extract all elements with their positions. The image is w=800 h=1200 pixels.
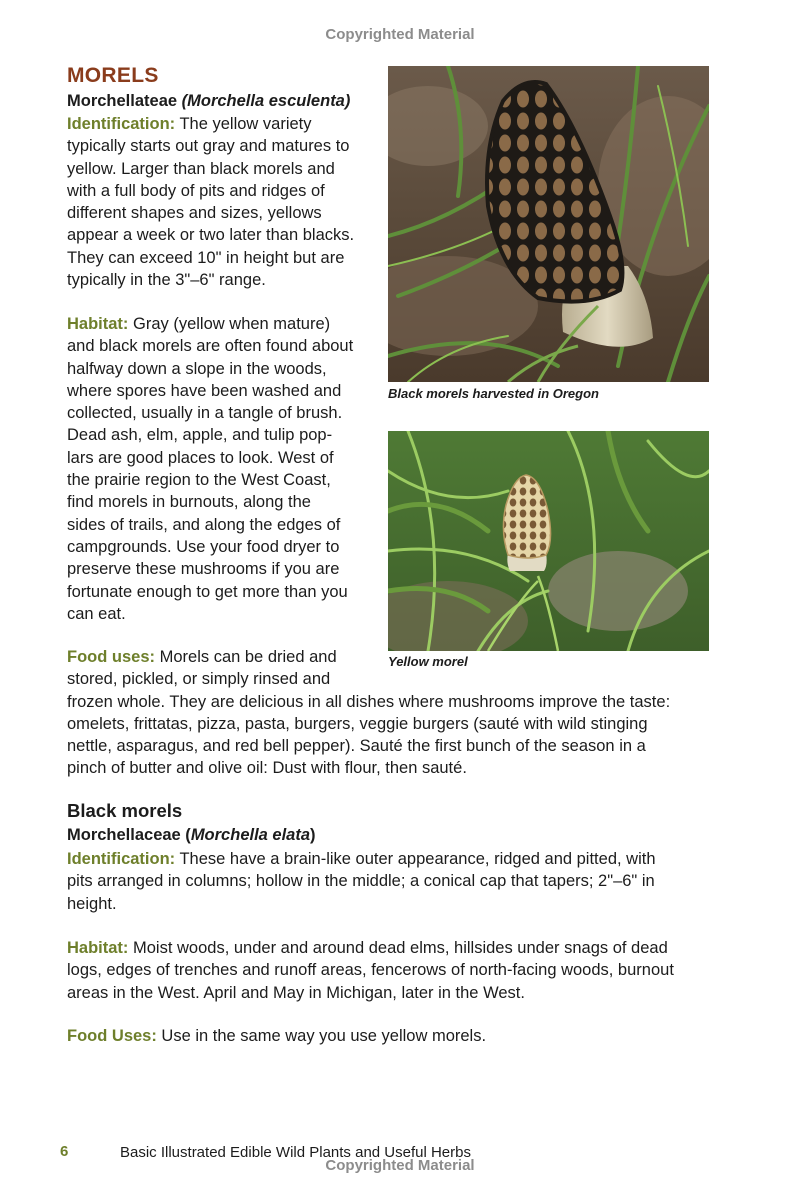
text-line: They can exceed 10" in height but are: [67, 248, 345, 267]
black-morels-identification-paragraph: [67, 848, 656, 915]
text-line: halfway down a slope in the woods,: [67, 359, 327, 378]
text-line: where spores have been washed and: [67, 381, 342, 400]
identification-paragraph: [67, 113, 354, 291]
black-morels-food-uses-paragraph: [67, 1025, 486, 1047]
text-line: typically in the 3"–6" range.: [67, 271, 266, 290]
text-line: preserve these mushrooms if you are: [67, 560, 340, 579]
text-line: Moist woods, under and around dead elms, hillsides under snags of dead: [128, 939, 668, 957]
photo-caption-black-morel: Black morels harvested in Oregon: [388, 386, 599, 401]
text-line: Morels can be dried and: [155, 648, 337, 666]
black-morel-photo: [388, 66, 709, 382]
text-line: yellow. Larger than black morels and: [67, 159, 335, 178]
text-line: Use in the same way you use yellow morels.: [156, 1027, 487, 1045]
text-line: Gray (yellow when mature): [128, 315, 331, 333]
text-line: appear a week or two later than blacks.: [67, 226, 355, 245]
copyright-watermark-bottom: Copyrighted Material: [325, 1157, 475, 1174]
text-line: collected, usually in a tangle of brush.: [67, 404, 343, 423]
section-title-morels: MORELS: [67, 64, 159, 87]
text-line: omelets, frittatas, pizza, pasta, burgers, veggie burgers (sauté with wild stinging: [67, 714, 648, 733]
text-line: height.: [67, 894, 117, 913]
habitat-label: Habitat:: [67, 315, 129, 333]
text-line: The yellow variety: [175, 115, 312, 133]
text-line: Dead ash, elm, apple, and tulip pop-: [67, 426, 333, 445]
habitat-label: Habitat:: [67, 939, 129, 957]
food-uses-label: Food uses:: [67, 648, 156, 666]
identification-label: Identification:: [67, 115, 176, 133]
yellow-morel-photo: [388, 431, 709, 651]
copyright-watermark-top: Copyrighted Material: [325, 26, 475, 43]
text-line: sides of trails, and along the edges of: [67, 515, 341, 534]
text-line: typically starts out gray and matures to: [67, 137, 350, 156]
family-name: Morchellaceae (: [67, 826, 191, 844]
text-line: lars are good places to look. West of: [67, 448, 334, 467]
food-uses-label: Food Uses:: [67, 1027, 157, 1045]
text-line: with a full body of pits and ridges of: [67, 181, 325, 200]
text-line: stored, pickled, or simply rinsed and: [67, 670, 331, 689]
latin-name: (Morchella esculenta): [181, 92, 351, 110]
family-name: Morchellateae: [67, 92, 178, 110]
identification-label: Identification:: [67, 850, 176, 868]
scientific-name: [67, 92, 350, 111]
text-line: fortunate enough to get more than you: [67, 582, 348, 601]
latin-name: Morchella elata: [190, 826, 311, 844]
text-line: pits arranged in columns; hollow in the middle; a conical cap that tapers; 2"–6" in: [67, 872, 655, 891]
text-line: These have a brain-like outer appearance, ridged and pitted, with: [175, 850, 656, 868]
page-number: 6: [60, 1143, 69, 1160]
text-line: pinch of butter and olive oil: Dust with flour, then sauté.: [67, 759, 467, 778]
text-line: different shapes and sizes, yellows: [67, 204, 322, 223]
text-line: find morels in burnouts, along the: [67, 493, 311, 512]
family-name-close: ): [310, 826, 316, 844]
text-line: logs, edges of trenches and runoff areas, fencerows of north-facing woods, burnout: [67, 961, 674, 980]
scientific-name-black-morels: [67, 826, 316, 845]
text-line: can eat.: [67, 604, 126, 623]
habitat-paragraph: [67, 313, 353, 625]
text-line: the prairie region to the West Coast,: [67, 471, 331, 490]
text-line: campgrounds. Use your food dryer to: [67, 537, 340, 556]
photo-caption-yellow-morel: Yellow morel: [388, 654, 468, 669]
running-footer-title: Basic Illustrated Edible Wild Plants and Useful Herbs: [120, 1144, 471, 1161]
text-line: nettle, asparagus, and red bell pepper). Sauté the first bunch of the season in a: [67, 737, 646, 756]
text-line: areas in the West. April and May in Michigan, later in the West.: [67, 983, 525, 1002]
text-line: frozen whole. They are delicious in all dishes where mushrooms improve the taste:: [67, 692, 671, 711]
section-title-black-morels: Black morels: [67, 800, 183, 821]
food-uses-paragraph: [67, 646, 670, 780]
text-line: and black morels are often found about: [67, 337, 354, 356]
black-morels-habitat-paragraph: [67, 937, 674, 1004]
